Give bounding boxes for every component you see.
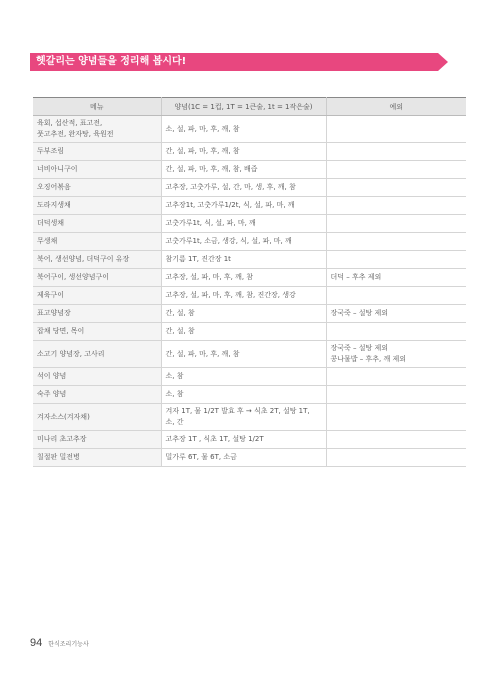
menu-cell (33, 269, 161, 287)
menu-cell (33, 431, 161, 449)
menu-cell (33, 233, 161, 251)
menu-cell (33, 323, 161, 341)
menu-cell-line: 도라지생채 (37, 201, 71, 209)
exception-cell (326, 287, 466, 305)
exception-cell (326, 305, 466, 323)
exception-cell (326, 197, 466, 215)
header-menu: 메뉴 (33, 98, 161, 116)
exception-cell (326, 179, 466, 197)
table-row (33, 386, 466, 404)
exception-cell (326, 323, 466, 341)
menu-cell (33, 161, 161, 179)
seasoning-cell-line: 고추장1t, 고춧가루1/2t, 식, 설, 파, 마, 깨 (165, 201, 295, 209)
exception-cell-line: 장국죽 – 설탕 제외 (330, 344, 389, 352)
menu-cell-line: 제육구이 (37, 291, 65, 299)
seasoning-cell-line: 간, 설, 참 (165, 309, 195, 317)
menu-cell-line: 숙주 양념 (37, 390, 67, 398)
menu-cell (33, 179, 161, 197)
menu-cell (33, 305, 161, 323)
menu-cell-line: 북어구이, 생선양념구이 (37, 273, 110, 281)
seasoning-cell-line: 밀가루 6T, 물 6T, 소금 (165, 453, 237, 461)
seasoning-cell (161, 287, 326, 305)
exception-cell (326, 233, 466, 251)
menu-cell-line: 무생채 (37, 237, 58, 245)
table-row (33, 368, 466, 386)
menu-cell (33, 449, 161, 467)
table-row (33, 404, 466, 431)
seasoning-cell-line: 소, 참 (165, 372, 184, 380)
seasoning-cell-line: 소, 간 (165, 418, 184, 426)
seasoning-cell-line: 참기름 1T, 진간장 1t (165, 255, 231, 263)
header-seasoning: 양념(1C = 1컵, 1T = 1큰술, 1t = 1작은술) (161, 98, 326, 116)
table-row (33, 233, 466, 251)
menu-cell (33, 116, 161, 143)
menu-cell (33, 404, 161, 431)
banner-title: 헷갈리는 양념들을 정리해 봅시다! (36, 56, 187, 67)
seasoning-cell (161, 179, 326, 197)
table-row (33, 116, 466, 143)
exception-cell (326, 116, 466, 143)
seasoning-cell (161, 323, 326, 341)
table-row (33, 287, 466, 305)
seasoning-cell (161, 215, 326, 233)
seasoning-cell-line: 간, 설, 파, 마, 후, 깨, 참, 배즙 (165, 165, 258, 173)
table-body (33, 116, 466, 467)
exception-cell (326, 215, 466, 233)
table-row (33, 143, 466, 161)
menu-cell-line: 더덕생채 (37, 219, 65, 227)
table-header-row (33, 98, 466, 116)
seasoning-cell (161, 233, 326, 251)
seasoning-cell (161, 116, 326, 143)
seasoning-cell (161, 305, 326, 323)
seasoning-cell (161, 143, 326, 161)
menu-cell (33, 143, 161, 161)
exception-cell (326, 251, 466, 269)
page-number: 94 (30, 637, 43, 649)
exception-cell (326, 143, 466, 161)
page-footer (30, 637, 89, 649)
menu-cell-line: 표고양념장 (37, 309, 71, 317)
seasoning-cell-line: 겨자 1T, 물 1/2T 발효 후 → 식초 2T, 설탕 1T, (165, 407, 310, 415)
menu-cell-line: 석이 양념 (37, 372, 67, 380)
menu-cell (33, 341, 161, 368)
exception-cell-line: 콩나물밥 – 후추, 깨 제외 (330, 355, 406, 363)
menu-cell-line: 잡채 당면, 목이 (37, 327, 85, 335)
table-row (33, 161, 466, 179)
seasoning-cell (161, 404, 326, 431)
seasoning-cell (161, 341, 326, 368)
exception-cell (326, 269, 466, 287)
book-title: 한식조리기능사 (48, 641, 89, 648)
table-row (33, 269, 466, 287)
seasoning-cell-line: 간, 설, 파, 마, 후, 깨, 참 (165, 147, 240, 155)
menu-cell-line: 겨자소스(겨자채) (37, 412, 90, 421)
menu-cell-line: 칠절판 밀전병 (37, 453, 80, 461)
seasoning-cell-line: 고춧가루1t, 식, 설, 파, 마, 깨 (165, 219, 256, 227)
exception-cell (326, 341, 466, 368)
seasoning-cell-line: 고추장, 설, 파, 마, 후, 깨, 참, 진간장, 생강 (165, 291, 296, 299)
exception-cell (326, 368, 466, 386)
table-row (33, 431, 466, 449)
seasoning-cell-line: 간, 설, 참 (165, 327, 195, 335)
seasoning-cell-line: 소, 설, 파, 마, 후, 깨, 참 (165, 124, 240, 133)
table-row (33, 305, 466, 323)
table-row (33, 197, 466, 215)
table-row (33, 179, 466, 197)
menu-cell-line: 풋고추전, 완자탕, 육원전 (37, 130, 114, 138)
exception-cell-line: 더덕 – 후추 제외 (330, 273, 382, 281)
exception-cell (326, 404, 466, 431)
table-row (33, 215, 466, 233)
menu-cell (33, 368, 161, 386)
menu-cell-line: 미나리 초고추장 (37, 435, 87, 443)
menu-cell (33, 215, 161, 233)
exception-cell-line: 장국죽 – 설탕 제외 (330, 309, 389, 317)
seasoning-cell-line: 고추장, 고춧가루, 설, 간, 마, 생, 후, 깨, 참 (165, 183, 296, 191)
table-row (33, 449, 466, 467)
menu-cell (33, 287, 161, 305)
seasoning-cell (161, 251, 326, 269)
menu-cell-line: 두부조림 (37, 147, 65, 155)
seasoning-cell-line: 고추장, 설, 파, 마, 후, 깨, 참 (165, 273, 254, 281)
seasoning-cell-line: 고추장 1T , 식초 1T, 설탕 1/2T (165, 435, 264, 443)
exception-cell (326, 449, 466, 467)
seasoning-cell (161, 161, 326, 179)
exception-cell (326, 386, 466, 404)
table-row (33, 323, 466, 341)
table-row (33, 251, 466, 269)
menu-cell (33, 251, 161, 269)
seasoning-cell (161, 431, 326, 449)
seasoning-cell-line: 소, 참 (165, 390, 184, 398)
menu-cell (33, 386, 161, 404)
seasoning-table (33, 97, 466, 467)
exception-cell (326, 431, 466, 449)
menu-cell-line: 북어, 생선양념, 더덕구이 유장 (37, 255, 130, 263)
menu-cell-line: 소고기 양념장, 고사리 (37, 349, 105, 358)
menu-cell (33, 197, 161, 215)
header-exception: 예외 (326, 98, 466, 116)
seasoning-cell (161, 197, 326, 215)
seasoning-cell (161, 269, 326, 287)
table-row (33, 341, 466, 368)
seasoning-cell-line: 간, 설, 파, 마, 후, 깨, 참 (165, 349, 240, 358)
section-banner (30, 53, 438, 71)
menu-cell-line: 너비아니구이 (37, 165, 78, 173)
menu-cell-line: 육회, 섭산적, 표고전, (37, 119, 103, 127)
seasoning-cell (161, 368, 326, 386)
seasoning-cell (161, 449, 326, 467)
seasoning-cell-line: 고춧가루1t, 소금, 생강, 식, 설, 파, 마, 깨 (165, 237, 292, 245)
seasoning-cell (161, 386, 326, 404)
menu-cell-line: 오징어볶음 (37, 183, 71, 191)
exception-cell (326, 161, 466, 179)
